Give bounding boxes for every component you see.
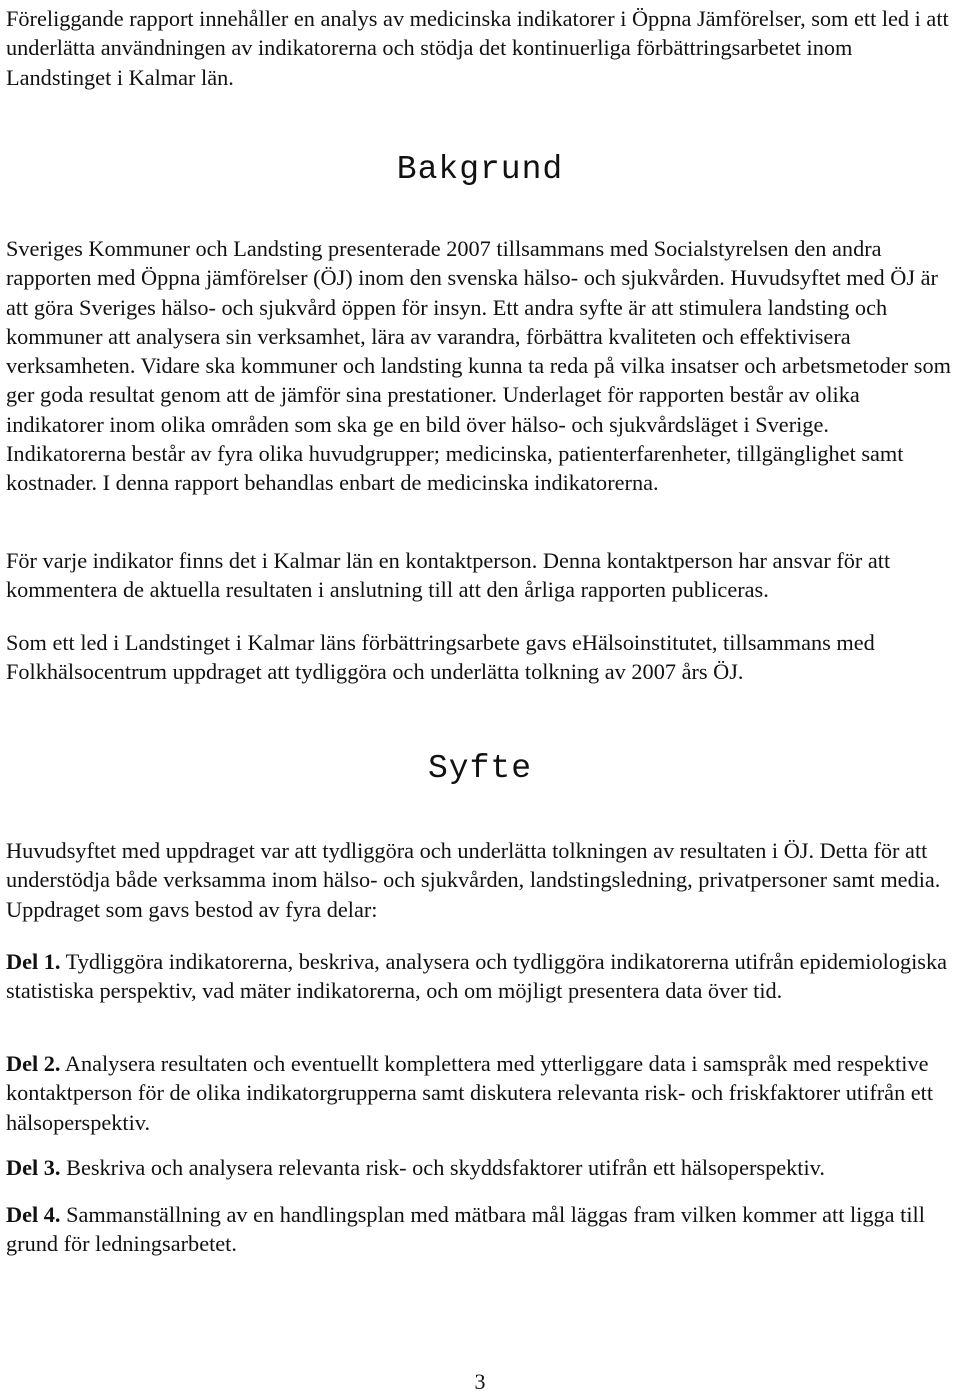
part-label: Del 3. [6, 1155, 61, 1180]
part-text: Analysera resultaten och eventuellt komplettera med ytterliggare data i samspråk med respektive kontaktperson för de olika indikatorgrupperna samt diskutera relevanta risk- och friskfaktorer utifrån ett hälsoperspektiv. [6, 1051, 934, 1135]
bakgrund-paragraph-3: Som ett led i Landstinget i Kalmar läns förbättringsarbete gavs eHälsoinstitutet, tillsammans med Folkhälsocentrum uppdraget att tydliggöra och underlätta tolkning av 2007 års ÖJ. [6, 630, 875, 685]
part-text: Beskriva och analysera relevanta risk- och skyddsfaktorer utifrån ett hälsoperspektiv. [60, 1155, 825, 1180]
syfte-part-4 [6, 1200, 954, 1259]
bakgrund-heading: Bakgrund [396, 151, 564, 188]
syfte-part-2 [6, 1049, 954, 1137]
part-label: Del 2. [6, 1051, 61, 1076]
page-number: 3 [474, 1369, 486, 1394]
syfte-part-3 [6, 1153, 954, 1182]
bakgrund-paragraph-2: För varje indikator finns det i Kalmar län en kontaktperson. Denna kontaktperson har ansvar för att kommentera de aktuella resultaten i anslutning till att den årliga rapporten publiceras. [6, 548, 891, 603]
part-label: Del 1. [6, 949, 61, 974]
syfte-heading: Syfte [427, 750, 533, 787]
part-text: Sammanställning av en handlingsplan med mätbara mål läggas fram vilken kommer att ligga till grund för ledningsarbetet. [6, 1202, 925, 1257]
intro-paragraph: Föreliggande rapport innehåller en analys av medicinska indikatorer i Öppna Jämförelser, som ett led i att underlätta användningen av indikatorerna och stödja det kontinuerliga förbättringsarbetet inom Landstinget i Kalmar län. [6, 6, 949, 90]
bakgrund-paragraph-1: Sveriges Kommuner och Landsting presenterade 2007 tillsammans med Socialstyrelsen den andra rapporten med Öppna jämförelser (ÖJ) inom den svenska hälso- och sjukvården. Huvudsyftet med ÖJ är att göra Sveriges hälso- och sjukvård öppen för insyn. Ett andra syfte är att stimulera landsting och kommuner att analysera sin verksamhet, lära av varandra, förbättra kvaliteten och effektivisera verksamheten. Vidare ska kommuner och landsting kunna ta reda på vilka insatser och arbetsmetoder som ger goda resultat genom att de jämför sina prestationer. Underlaget för rapporten består av olika indikatorer inom olika områden som ska ge en bild över hälso- och sjukvårdsläget i Sverige. Indikatorerna består av fyra olika huvudgrupper; medicinska, patienterfarenheter, tillgänglighet samt kostnader. I denna rapport behandlas enbart de medicinska indikatorerna. [6, 236, 951, 496]
syfte-paragraph: Huvudsyftet med uppdraget var att tydliggöra och underlätta tolkningen av resultaten i ÖJ. Detta för att understödja både verksamma inom hälso- och sjukvården, landstingsledning, privatpersoner samt media. Uppdraget som gavs bestod av fyra delar: [6, 838, 941, 922]
part-label: Del 4. [6, 1202, 61, 1227]
part-text: Tydliggöra indikatorerna, beskriva, analysera och tydliggöra indikatorerna utifrån epidemiologiska statistiska perspektiv, vad mäter indikatorerna, och om möjligt presentera data över tid. [6, 949, 948, 1004]
syfte-part-1 [6, 947, 954, 1006]
